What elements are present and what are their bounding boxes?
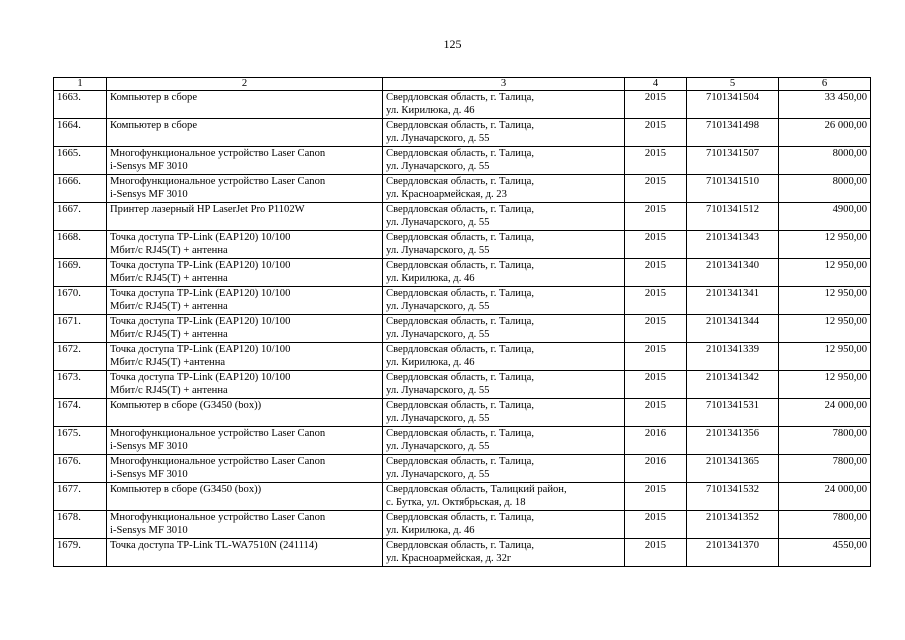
row-number: 1669.: [54, 259, 107, 287]
row-number: 1670.: [54, 287, 107, 315]
inventory-number: 7101341507: [687, 147, 779, 175]
item-address: [383, 287, 625, 315]
item-address-line: Свердловская область, г. Талица,: [386, 120, 534, 131]
row-number: 1674.: [54, 399, 107, 427]
item-address-line: Свердловская область, г. Талица,: [386, 92, 534, 103]
row-number: 1668.: [54, 231, 107, 259]
item-address-line: Свердловская область, г. Талица,: [386, 148, 534, 159]
item-name: [107, 119, 383, 147]
item-address: [383, 203, 625, 231]
table-row: [54, 371, 871, 399]
item-address-line: ул. Луначарского, д. 55: [386, 245, 490, 256]
table-row: [54, 259, 871, 287]
item-cost: 4550,00: [779, 539, 871, 567]
inventory-number: 2101341370: [687, 539, 779, 567]
table-row: [54, 427, 871, 455]
item-address: [383, 119, 625, 147]
item-year: 2015: [625, 399, 687, 427]
item-cost: 12 950,00: [779, 287, 871, 315]
item-address-line: Свердловская область, г. Талица,: [386, 204, 534, 215]
item-address-line: ул. Кирилюка, д. 46: [386, 273, 475, 284]
item-cost: 24 000,00: [779, 399, 871, 427]
inventory-number: 2101341342: [687, 371, 779, 399]
table-row: [54, 455, 871, 483]
item-cost: 33 450,00: [779, 91, 871, 119]
inventory-number: 7101341510: [687, 175, 779, 203]
item-address-line: Свердловская область, г. Талица,: [386, 540, 534, 551]
item-name-line: Компьютер в сборе: [110, 120, 198, 131]
table-row: [54, 399, 871, 427]
item-address: [383, 371, 625, 399]
item-address: [383, 315, 625, 343]
item-address: [383, 427, 625, 455]
item-name-line: Мбит/c RJ45(T) +антенна: [110, 357, 226, 368]
item-address-line: ул. Кирилюка, д. 46: [386, 105, 475, 116]
item-name: [107, 287, 383, 315]
item-name-line: Точка доступа TP-Link (EAP120) 10/100: [110, 372, 291, 383]
item-cost: 4900,00: [779, 203, 871, 231]
item-year: 2015: [625, 539, 687, 567]
item-name-line: Точка доступа TP-Link (EAP120) 10/100: [110, 316, 291, 327]
item-name-line: Мбит/c RJ45(T) + антенна: [110, 329, 228, 340]
item-address-line: Свердловская область, г. Талица,: [386, 344, 534, 355]
item-cost: 12 950,00: [779, 315, 871, 343]
row-number: 1663.: [54, 91, 107, 119]
item-address-line: Свердловская область, г. Талица,: [386, 400, 534, 411]
item-year: 2015: [625, 483, 687, 511]
inventory-number: 2101341344: [687, 315, 779, 343]
item-name-line: i-Sensys MF 3010: [110, 161, 188, 172]
inventory-number: 2101341352: [687, 511, 779, 539]
row-number: 1667.: [54, 203, 107, 231]
item-address: [383, 511, 625, 539]
item-year: 2015: [625, 343, 687, 371]
row-number: 1664.: [54, 119, 107, 147]
item-address-line: ул. Луначарского, д. 55: [386, 413, 490, 424]
item-name: [107, 455, 383, 483]
item-name: [107, 511, 383, 539]
item-year: 2015: [625, 231, 687, 259]
column-header-6: 6: [779, 78, 871, 91]
column-number-row: [54, 78, 871, 91]
table-row: [54, 511, 871, 539]
inventory-number: 2101341343: [687, 231, 779, 259]
item-year: 2015: [625, 175, 687, 203]
inventory-number: 2101341340: [687, 259, 779, 287]
item-address-line: ул. Луначарского, д. 55: [386, 133, 490, 144]
item-address: [383, 175, 625, 203]
item-year: 2015: [625, 119, 687, 147]
item-year: 2015: [625, 203, 687, 231]
item-name-line: Многофункциональное устройство Laser Canon: [110, 148, 326, 159]
item-address-line: Свердловская область, г. Талица,: [386, 232, 534, 243]
item-name: [107, 539, 383, 567]
inventory-number: 2101341339: [687, 343, 779, 371]
table-body: [54, 91, 871, 567]
item-address-line: с. Бутка, ул. Октябрьская, д. 18: [386, 497, 526, 508]
table-row: [54, 147, 871, 175]
item-name: [107, 371, 383, 399]
item-address-line: ул. Луначарского, д. 55: [386, 469, 490, 480]
column-header-5: 5: [687, 78, 779, 91]
inventory-number: 7101341512: [687, 203, 779, 231]
item-name-line: Компьютер в сборе (G3450 (box)): [110, 400, 262, 411]
item-cost: 24 000,00: [779, 483, 871, 511]
item-name-line: Компьютер в сборе: [110, 92, 198, 103]
inventory-number: 7101341498: [687, 119, 779, 147]
row-number: 1676.: [54, 455, 107, 483]
item-cost: 8000,00: [779, 175, 871, 203]
item-year: 2016: [625, 427, 687, 455]
item-address: [383, 147, 625, 175]
item-address-line: ул. Луначарского, д. 55: [386, 301, 490, 312]
row-number: 1666.: [54, 175, 107, 203]
item-name-line: i-Sensys MF 3010: [110, 441, 188, 452]
item-name-line: Точка доступа TP-Link (EAP120) 10/100: [110, 260, 291, 271]
column-header-1: 1: [54, 78, 107, 91]
item-cost: 26 000,00: [779, 119, 871, 147]
item-year: 2015: [625, 91, 687, 119]
inventory-number: 7101341532: [687, 483, 779, 511]
item-name: [107, 231, 383, 259]
item-name: [107, 91, 383, 119]
item-address-line: ул. Луначарского, д. 55: [386, 161, 490, 172]
table-row: [54, 483, 871, 511]
table-row: [54, 175, 871, 203]
item-address-line: ул. Красноармейская, д. 32г: [386, 553, 512, 564]
item-year: 2015: [625, 287, 687, 315]
item-address-line: ул. Луначарского, д. 55: [386, 385, 490, 396]
item-address-line: Свердловская область, г. Талица,: [386, 316, 534, 327]
item-address-line: Свердловская область, г. Талица,: [386, 372, 534, 383]
item-year: 2015: [625, 259, 687, 287]
item-name-line: Многофункциональное устройство Laser Canon: [110, 176, 326, 187]
item-name: [107, 483, 383, 511]
item-name-line: Точка доступа TP-Link (EAP120) 10/100: [110, 288, 291, 299]
item-address-line: ул. Кирилюка, д. 46: [386, 357, 475, 368]
item-address: [383, 483, 625, 511]
item-cost: 12 950,00: [779, 259, 871, 287]
item-name: [107, 315, 383, 343]
item-address: [383, 259, 625, 287]
item-year: 2015: [625, 315, 687, 343]
inventory-number: 7101341504: [687, 91, 779, 119]
row-number: 1673.: [54, 371, 107, 399]
item-address-line: ул. Луначарского, д. 55: [386, 329, 490, 340]
table-row: [54, 91, 871, 119]
item-cost: 7800,00: [779, 455, 871, 483]
table-row: [54, 287, 871, 315]
item-address-line: Свердловская область, г. Талица,: [386, 456, 534, 467]
row-number: 1675.: [54, 427, 107, 455]
item-address: [383, 343, 625, 371]
item-address-line: Свердловская область, г. Талица,: [386, 428, 534, 439]
item-address-line: Свердловская область, Талицкий район,: [386, 484, 567, 495]
item-name: [107, 203, 383, 231]
item-name-line: Многофункциональное устройство Laser Canon: [110, 456, 326, 467]
item-year: 2015: [625, 147, 687, 175]
item-address-line: Свердловская область, г. Талица,: [386, 260, 534, 271]
row-number: 1665.: [54, 147, 107, 175]
item-cost: 12 950,00: [779, 343, 871, 371]
item-cost: 12 950,00: [779, 231, 871, 259]
table-row: [54, 315, 871, 343]
inventory-number: 2101341356: [687, 427, 779, 455]
table-row: [54, 343, 871, 371]
item-name-line: Многофункциональное устройство Laser Canon: [110, 512, 326, 523]
table-row: [54, 231, 871, 259]
column-header-4: 4: [625, 78, 687, 91]
row-number: 1671.: [54, 315, 107, 343]
item-cost: 8000,00: [779, 147, 871, 175]
item-name-line: Мбит/c RJ45(T) + антенна: [110, 273, 228, 284]
item-cost: 7800,00: [779, 427, 871, 455]
item-name: [107, 427, 383, 455]
inventory-number: 7101341531: [687, 399, 779, 427]
item-address-line: Свердловская область, г. Талица,: [386, 288, 534, 299]
item-name-line: i-Sensys MF 3010: [110, 189, 188, 200]
property-registry-table: [53, 77, 871, 567]
item-name: [107, 399, 383, 427]
item-year: 2015: [625, 511, 687, 539]
item-address: [383, 91, 625, 119]
table-row: [54, 539, 871, 567]
item-address-line: ул. Луначарского, д. 55: [386, 441, 490, 452]
item-address: [383, 539, 625, 567]
item-name-line: Многофункциональное устройство Laser Canon: [110, 428, 326, 439]
item-address: [383, 455, 625, 483]
item-name-line: Точка доступа TP-Link (EAP120) 10/100: [110, 344, 291, 355]
item-name-line: Компьютер в сборе (G3450 (box)): [110, 484, 262, 495]
column-header-2: 2: [107, 78, 383, 91]
item-address: [383, 231, 625, 259]
item-address-line: Свердловская область, г. Талица,: [386, 512, 534, 523]
item-year: 2015: [625, 371, 687, 399]
item-name-line: Мбит/c RJ45(T) + антенна: [110, 385, 228, 396]
item-name-line: i-Sensys MF 3010: [110, 525, 188, 536]
item-address-line: ул. Красноармейская, д. 23: [386, 189, 507, 200]
item-name-line: Точка доступа TP-Link TL-WA7510N (241114): [110, 540, 318, 551]
table-row: [54, 203, 871, 231]
item-address-line: ул. Кирилюка, д. 46: [386, 525, 475, 536]
item-year: 2016: [625, 455, 687, 483]
item-name-line: Точка доступа TP-Link (EAP120) 10/100: [110, 232, 291, 243]
row-number: 1678.: [54, 511, 107, 539]
row-number: 1672.: [54, 343, 107, 371]
inventory-number: 2101341365: [687, 455, 779, 483]
item-name: [107, 259, 383, 287]
item-name-line: Мбит/c RJ45(T) + антенна: [110, 301, 228, 312]
item-name: [107, 343, 383, 371]
item-cost: 7800,00: [779, 511, 871, 539]
item-name: [107, 147, 383, 175]
item-address-line: Свердловская область, г. Талица,: [386, 176, 534, 187]
row-number: 1677.: [54, 483, 107, 511]
row-number: 1679.: [54, 539, 107, 567]
item-cost: 12 950,00: [779, 371, 871, 399]
column-header-3: 3: [383, 78, 625, 91]
page-number: 125: [443, 37, 462, 51]
item-address: [383, 399, 625, 427]
item-name-line: Принтер лазерный HP LaserJet Pro P1102W: [110, 204, 305, 215]
item-name-line: i-Sensys MF 3010: [110, 469, 188, 480]
item-name-line: Мбит/c RJ45(T) + антенна: [110, 245, 228, 256]
item-address-line: ул. Луначарского, д. 55: [386, 217, 490, 228]
table-row: [54, 119, 871, 147]
item-name: [107, 175, 383, 203]
inventory-number: 2101341341: [687, 287, 779, 315]
